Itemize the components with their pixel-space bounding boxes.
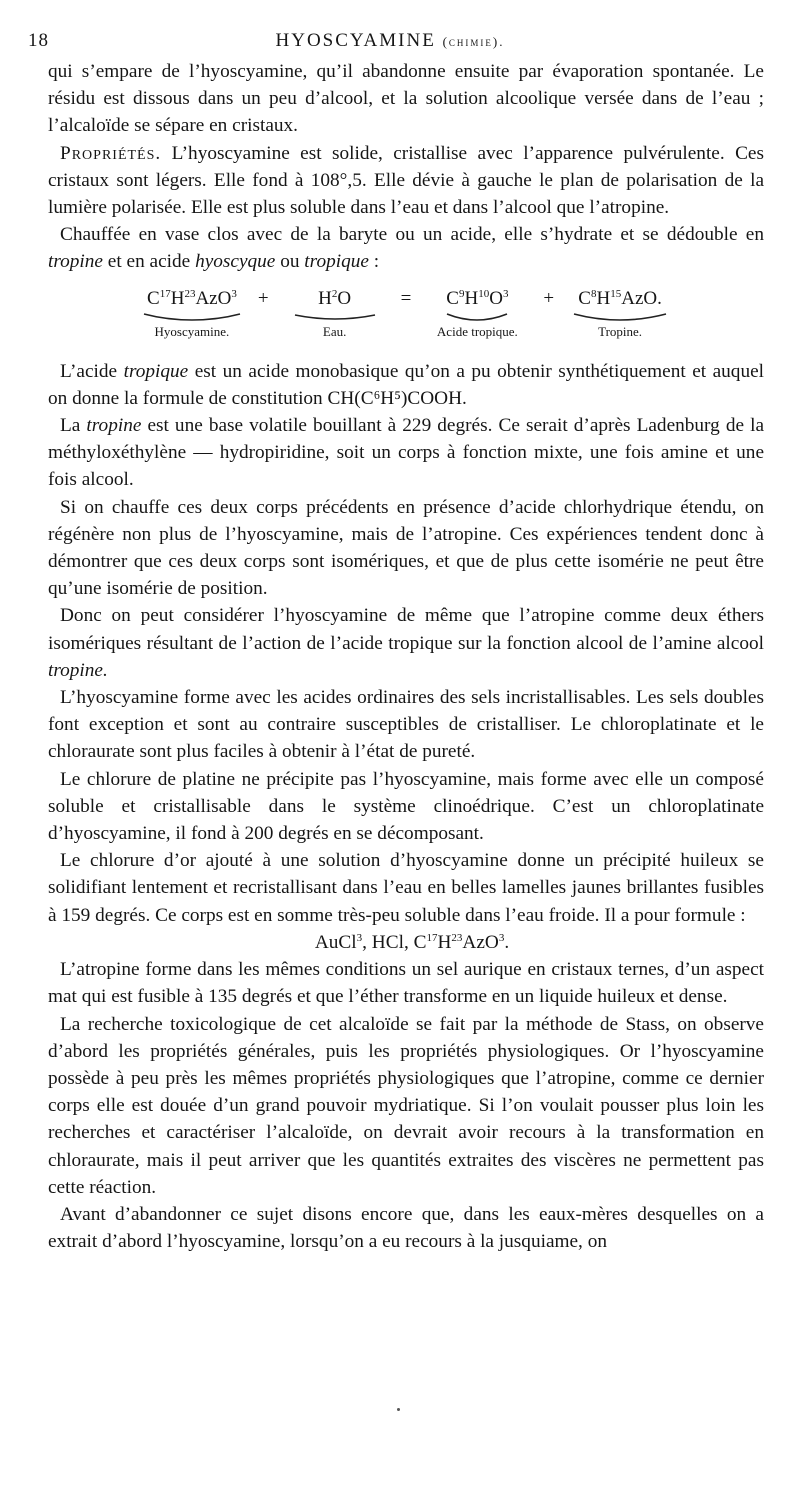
paragraph-properties-text: L’hyoscyamine est solide, cristallise avec l’apparence pulvérulente. Ces cristaux sont légers. Elle fond à 108°,5. Elle dévie à gauche le plan de polarisation de la lumière polarisée. Elle est plus soluble dans l’eau et dans l’alcool que l’atropine. <box>48 142 764 219</box>
underbrace-icon <box>285 312 385 322</box>
equation-operator: = <box>400 287 412 309</box>
running-title <box>28 30 752 52</box>
running-title-subtitle: (chimie). <box>442 34 505 49</box>
text-span: Donc on peut considérer l’hyoscyamine de même que l’atropine comme deux éthers isomériques résultant de l’action de l’acide tropique sur la fonction alcool de l’amine alcool <box>48 605 764 654</box>
page-header <box>28 30 752 56</box>
equation-operator: + <box>257 287 269 309</box>
underbrace-icon <box>570 312 670 322</box>
text-span: et en acide <box>102 251 196 273</box>
text-span: L’acide <box>60 360 124 382</box>
text-span: Chauffée en vase clos avec de la baryte ou un acide, elle s’hydrate et se dédouble en <box>60 224 764 246</box>
formula-text: $C^{17}H^{23}AzO^3$ <box>147 287 237 309</box>
equation-term-tropic-acid <box>427 286 527 340</box>
equation-term-hyoscyamine <box>142 286 242 340</box>
equation-term-tropine <box>570 286 670 340</box>
paragraph-isomers <box>48 602 764 684</box>
text-span: La <box>60 415 87 437</box>
paragraph-hydration <box>48 221 764 275</box>
formula-gold-salt: AuCl$^3$, HCl, $C^{17}H^{23}AzO^3$. <box>314 931 510 953</box>
paragraph-properties <box>48 140 764 222</box>
equation-label: Hyoscyamine. <box>154 323 230 339</box>
equation-label: Tropine. <box>598 323 643 339</box>
paragraph-tropine <box>48 412 764 494</box>
equation-label: Eau. <box>322 323 347 339</box>
paragraph-1: qui s’empare de l’hyoscyamine, qu’il abandonne ensuite par évaporation spontanée. Le résidu est dissous dans un peu d’alcool, et la solution alcoolique versée dans de l’eau ; l’alcaloïde se sépare en cristaux. <box>48 61 764 137</box>
italic-term: tropine <box>86 415 142 437</box>
chemical-equation <box>48 286 764 340</box>
paragraph-salts: L’hyoscyamine forme avec les acides ordinaires des sels incristallisables. Les sels doubles font exception et sont au contraire susceptibles de cristalliser. Le chloroplatinate et le chloraurate sont plus faciles à obtenir à l’état de pureté. <box>48 687 764 763</box>
paragraph-gold: Le chlorure d’or ajouté à une solution d’hyoscyamine donne un précipité huileux se solidifiant lentement et recristallisant dans l’eau en belles lamelles jaunes brillantes fusibles à 159 degrés. Ce corps est en somme très-peu soluble dans l’eau froide. Il a pour formule : <box>48 850 764 926</box>
section-heading-proprietes: Propriétés. <box>60 142 162 164</box>
text-span: : <box>368 251 380 273</box>
italic-term: hyoscyque <box>195 251 276 273</box>
underbrace-icon <box>427 312 527 322</box>
formula-text: $C^8H^{15}AzO$. <box>578 287 662 309</box>
paragraph-atropine-gold: L’atropine forme dans les mêmes conditions un sel aurique en cristaux ternes, d’un aspect mat qui est fusible à 135 degrés et que l’éther transforme en un liquide huileux et dense. <box>48 959 764 1008</box>
paragraph-mother-liquor: Avant d’abandonner ce sujet disons encore que, dans les eaux-mères desquelles on a extrait d’abord l’hyoscyamine, lorsqu’on a eu recours à la jusquiame, on <box>48 1203 764 1253</box>
italic-term: tropine <box>48 251 103 273</box>
text-span: est un acide monobasique qu’on a pu obtenir synthétiquement et auquel on donne la formule de constitution CH(C⁶H⁵)COOH. <box>48 360 765 409</box>
ink-dot <box>397 1408 400 1411</box>
italic-term: tropine. <box>48 659 108 681</box>
equation-term-water <box>285 286 385 340</box>
text-span: ou <box>275 251 305 273</box>
paragraph-toxicology: La recherche toxicologique de cet alcaloïde se fait par la méthode de Stass, on observe d’abord les propriétés générales, puis les propriétés physiologiques. Or l’hyoscyamine possède à peu près les mêmes propriétés physiologiques que l’atropine, comme ce dernier corps elle est douée d’un grand pouvoir mydriatique. Si l’on voulait pousser plus loin les recherches et caractériser l’alcaloïde, on devrait avoir recours à la transformation en chloraurate, mais il peut arriver que les quantités extraites des viscères ne permettent pas cette réaction. <box>48 1013 764 1198</box>
italic-term: tropique <box>304 251 369 273</box>
italic-term: tropique <box>123 360 189 382</box>
paragraph-tropic-acid <box>48 358 764 412</box>
running-title-main: HYOSCYAMINE <box>275 30 436 51</box>
equation-label: Acide tropique. <box>436 323 518 339</box>
equation-operator: + <box>543 287 555 309</box>
underbrace-icon <box>142 312 242 322</box>
formula-text: $C^9H^{10}O^3$ <box>446 287 509 309</box>
paragraph-platinum: Le chlorure de platine ne précipite pas l’hyoscyamine, mais forme avec elle un composé soluble et cristallisable dans le système clinoédrique. C’est un chloroplatinate d’hyoscyamine, il fond à 200 degrés en se décomposant. <box>48 768 764 845</box>
page-number: 18 <box>28 30 49 51</box>
formula-text: $H^2O$ <box>318 287 352 309</box>
text-span: est une base volatile bouillant à 229 degrés. Ce serait d’après Ladenburg de la méthyloxéthylène — hydropiridine, soit un corps à fonction mixte, une fois amine et une fois alcool. <box>48 415 764 491</box>
page-body <box>48 58 764 1255</box>
paragraph-regeneration: Si on chauffe ces deux corps précédents en présence d’acide chlorhydrique étendu, on régénère non plus de l’hyoscyamine, mais de l’atropine. Ces expériences tendent donc à démontrer que ces deux corps sont isomériques, et que de plus cette isomérie ne peut être qu’une isomérie de position. <box>48 496 764 600</box>
